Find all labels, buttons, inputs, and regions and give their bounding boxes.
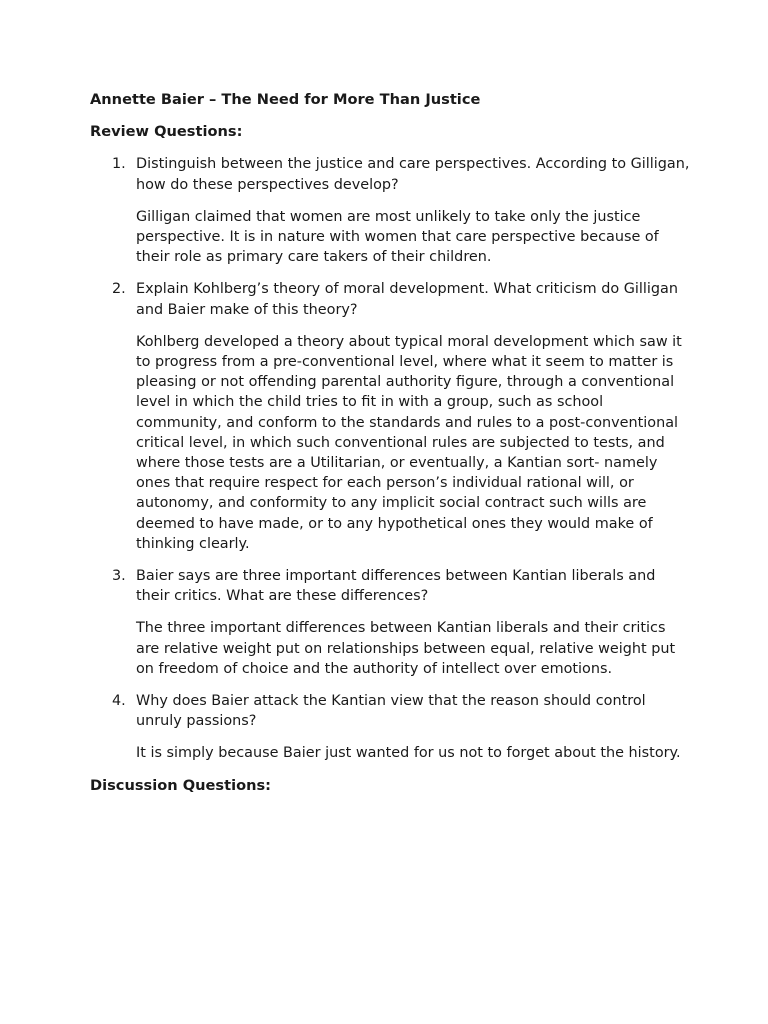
answer-text: Kohlberg developed a theory about typical moral development which saw it to progress from a pre-conventional level, where what it seem to matter is pleasing or not offending parental authority figure, through a conventional level in which the child tries to fit in with a group, such as school community, and conform to the standards and rules to a post-conventional critical level, in which such conventional rules are subjected to tests, and where those tests are a Utilitarian, or eventually, a Kantian sort- namely ones that require respect for each person’s individual rational will, or autonomy, and conformity to any implicit social contract such wills are deemed to have made, or to any hypothetical ones they would make of thinking clearly. — [136, 333, 682, 552]
discussion-questions-heading: Discussion Questions: — [90, 776, 272, 794]
question-text: Distinguish between the justice and care perspectives. According to Gilligan, how do these perspectives develop? — [136, 156, 690, 193]
question-item-1 — [90, 154, 690, 267]
document-page — [90, 90, 690, 808]
question-number: 3. — [112, 568, 126, 585]
question-number: 1. — [112, 156, 126, 173]
review-questions-list — [90, 154, 690, 763]
question-item-4 — [90, 691, 690, 764]
question-item-2 — [90, 279, 690, 554]
question-item-3 — [90, 566, 690, 679]
question-text: Baier says are three important differences between Kantian liberals and their critics. What are these differences? — [136, 568, 656, 605]
question-text: Why does Baier attack the Kantian view that the reason should control unruly passions? — [136, 693, 646, 730]
question-number: 2. — [112, 281, 126, 298]
document-title: Annette Baier – The Need for More Than Justice — [90, 91, 481, 108]
question-text: Explain Kohlberg’s theory of moral development. What criticism do Gilligan and Baier make of this theory? — [136, 281, 678, 318]
review-questions-heading: Review Questions: — [90, 123, 243, 141]
answer-text: It is simply because Baier just wanted for us not to forget about the history. — [136, 745, 681, 762]
answer-text: Gilligan claimed that women are most unlikely to take only the justice perspective. It is in nature with women that care perspective because of their role as primary care takers of their children. — [136, 208, 659, 266]
question-number: 4. — [112, 693, 126, 710]
answer-text: The three important differences between Kantian liberals and their critics are relative weight put on relationships between equal, relative weight put on freedom of choice and the authority of intellect over emotions. — [136, 620, 676, 677]
